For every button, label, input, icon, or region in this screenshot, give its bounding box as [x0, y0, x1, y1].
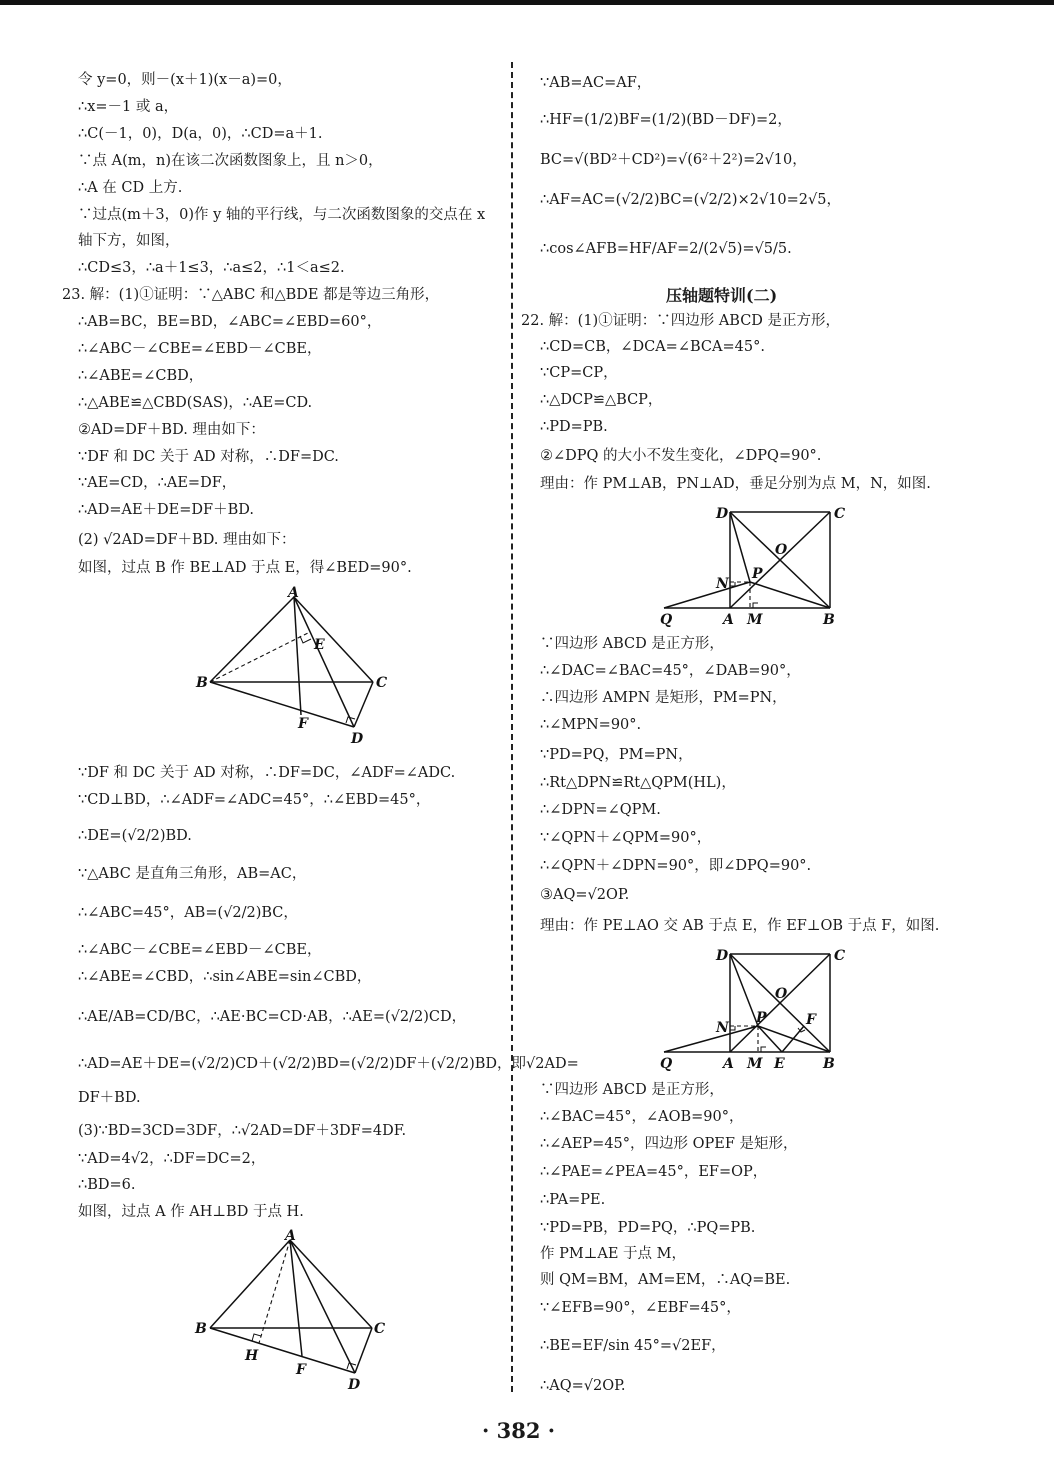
label-O: O: [775, 986, 788, 1002]
label-C: C: [834, 506, 846, 522]
text-line: 则 QM=BM，AM=EM，∴AQ=BE.: [540, 1272, 791, 1288]
label-D: D: [716, 506, 729, 522]
label-F: F: [296, 1362, 306, 1378]
label-D: D: [351, 731, 364, 747]
text-line: ∴BE=EF/sin 45°=√2EF，: [540, 1338, 726, 1354]
text-line: ②AD=DF＋BD. 理由如下：: [78, 422, 265, 438]
text-line: ∴CD=CB，∠DCA=∠BCA=45°.: [540, 339, 765, 355]
text-line: ∴cos∠AFB=HF/AF=2/(2√5)=√5/5.: [540, 241, 792, 257]
text-line: 理由：作 PE⊥AO 交 AB 于点 E，作 EF⊥OB 于点 F，如图.: [540, 918, 940, 934]
text-line: ∴∠DPN=∠QPM.: [540, 802, 661, 818]
figure-square-2: [660, 942, 860, 1072]
label-H: H: [245, 1348, 259, 1364]
label-B: B: [195, 1321, 207, 1337]
label-N: N: [716, 576, 729, 592]
text-line: ∵∠QPN＋∠QPM=90°，: [540, 830, 712, 846]
text-line: ∴△ABE≌△CBD(SAS)，∴AE=CD.: [78, 395, 313, 411]
text-line: 23. 解：(1)①证明：∵△ABC 和△BDE 都是等边三角形，: [62, 287, 440, 303]
text-line: ∴∠ABE=∠CBD，: [78, 368, 204, 384]
label-P: P: [756, 1010, 767, 1026]
text-line: ∴∠ABE=∠CBD，∴sin∠ABE=sin∠CBD，: [78, 969, 372, 985]
label-D: D: [348, 1377, 361, 1393]
label-M: M: [747, 1056, 763, 1072]
text-line: ∵△ABC 是直角三角形，AB=AC，: [78, 866, 307, 882]
text-line: ∴C(－1，0)，D(a，0)，∴CD=a＋1.: [78, 126, 323, 142]
text-line: ②∠DPQ 的大小不发生变化，∠DPQ=90°.: [540, 448, 822, 464]
text-line: ∴x=－1 或 a，: [78, 99, 179, 115]
label-A: A: [723, 1056, 734, 1072]
text-line: ∵PD=PB，PD=PQ，∴PQ=PB.: [540, 1220, 756, 1236]
text-line: 作 PM⊥AE 于点 M，: [540, 1246, 686, 1262]
text-line: 理由：作 PM⊥AB，PN⊥AD，垂足分别为点 M，N，如图.: [540, 476, 931, 492]
text-line: ∵DF 和 DC 关于 AD 对称，∴DF=DC，∠ADF=∠ADC.: [78, 765, 456, 781]
text-line: ∵AD=4√2，∴DF=DC=2，: [78, 1151, 266, 1167]
label-C: C: [834, 948, 846, 964]
text-line: ∵CD⊥BD，∴∠ADF=∠ADC=45°，∴∠EBD=45°，: [78, 792, 431, 808]
text-line: ∵AB=AC=AF，: [540, 75, 652, 91]
text-line: 22. 解：(1)①证明：∵四边形 ABCD 是正方形，: [521, 313, 841, 329]
figure-triangle-abcd-2: [190, 1228, 400, 1393]
top-border: [0, 0, 1054, 5]
label-E: E: [314, 637, 325, 653]
text-line: ∵过点(m＋3，0)作 y 轴的平行线，与二次函数图象的交点在 x: [78, 207, 486, 223]
text-line: 轴下方，如图，: [78, 233, 180, 249]
text-line: DF＋BD.: [78, 1090, 141, 1106]
text-line: ∴Rt△DPN≌Rt△QPM(HL)，: [540, 775, 736, 791]
label-P: P: [752, 566, 763, 582]
text-line: ∴PA=PE.: [540, 1192, 606, 1208]
text-line: ∴∠AEP=45°，四边形 OPEF 是矩形，: [540, 1136, 798, 1152]
label-O: O: [775, 542, 788, 558]
text-line: ∴HF=(1/2)BF=(1/2)(BD－DF)=2，: [540, 112, 792, 128]
text-line: ∵点 A(m，n)在该二次函数图象上，且 n＞0，: [78, 153, 383, 169]
text-line: ③AQ=√2OP.: [540, 887, 630, 903]
text-line: ∴A 在 CD 上方.: [78, 180, 183, 196]
text-line: 令 y=0，则－(x＋1)(x－a)=0，: [78, 72, 292, 88]
text-line: BC=√(BD²＋CD²)=√(6²＋2²)=2√10，: [540, 152, 807, 168]
text-line: ∴四边形 AMPN 是矩形，PM=PN，: [540, 690, 787, 706]
text-line: ∴∠QPN＋∠DPN=90°，即∠DPQ=90°.: [540, 858, 812, 874]
figure-triangle-abcd-1: [190, 585, 400, 750]
text-line: ∴∠MPN=90°.: [540, 717, 642, 733]
text-line: ∴AB=BC，BE=BD，∠ABC=∠EBD=60°，: [78, 314, 382, 330]
text-line: (2) √2AD=DF＋BD. 理由如下：: [78, 532, 296, 548]
column-divider: [511, 62, 513, 1392]
text-line: ∵AE=CD，∴AE=DF，: [78, 475, 237, 491]
label-B: B: [823, 1056, 835, 1072]
label-D: D: [716, 948, 729, 964]
label-N: N: [716, 1020, 729, 1036]
text-line: ∴∠BAC=45°，∠AOB=90°，: [540, 1109, 744, 1125]
text-line: ∴BD=6.: [78, 1177, 136, 1193]
label-F: F: [298, 716, 308, 732]
label-F: F: [806, 1012, 816, 1028]
text-line: ∴∠ABC－∠CBE=∠EBD－∠CBE，: [78, 942, 322, 958]
text-line: ∴∠PAE=∠PEA=45°，EF=OP，: [540, 1164, 768, 1180]
text-line: ∴AD=AE＋DE=(√2/2)CD＋(√2/2)BD=(√2/2)DF＋(√2/2)BD，即√2AD=: [78, 1056, 579, 1072]
label-A: A: [288, 585, 299, 601]
text-line: ∴DE=(√2/2)BD.: [78, 828, 192, 844]
label-M: M: [747, 612, 763, 628]
figure-square-1: [660, 500, 860, 630]
label-A: A: [723, 612, 734, 628]
text-line: ∴CD≤3，∴a＋1≤3，∴a≤2，∴1＜a≤2.: [78, 260, 345, 276]
text-line: ∵四边形 ABCD 是正方形，: [540, 636, 724, 652]
label-Q: Q: [660, 1056, 673, 1072]
label-C: C: [376, 675, 388, 691]
text-line: ∴PD=PB.: [540, 419, 608, 435]
label-B: B: [823, 612, 835, 628]
label-C: C: [374, 1321, 386, 1337]
text-line: 如图，过点 B 作 BE⊥AD 于点 E，得∠BED=90°.: [78, 560, 412, 576]
text-line: ∴AD=AE＋DE=DF＋BD.: [78, 502, 254, 518]
text-line: ∵CP=CP，: [540, 365, 618, 381]
label-B: B: [196, 675, 208, 691]
text-line: 如图，过点 A 作 AH⊥BD 于点 H.: [78, 1204, 304, 1220]
text-line: ∴AF=AC=(√2/2)BC=(√2/2)×2√10=2√5，: [540, 192, 841, 208]
page-number: · 382 ·: [482, 1418, 556, 1443]
text-line: ∴∠DAC=∠BAC=45°，∠DAB=90°，: [540, 663, 801, 679]
text-line: ∵PD=PQ，PM=PN，: [540, 747, 693, 763]
text-line: ∴∠ABC=45°，AB=(√2/2)BC，: [78, 905, 298, 921]
text-line: ∵∠EFB=90°，∠EBF=45°，: [540, 1300, 741, 1316]
text-line: ∴AQ=√2OP.: [540, 1378, 626, 1394]
text-line: ∵DF 和 DC 关于 AD 对称，∴DF=DC.: [78, 449, 339, 465]
text-line: ∴∠ABC－∠CBE=∠EBD－∠CBE，: [78, 341, 322, 357]
text-line: ∴AE/AB=CD/BC，∴AE·BC=CD·AB，∴AE=(√2/2)CD，: [78, 1009, 467, 1025]
label-A: A: [285, 1228, 296, 1244]
text-line: ∵四边形 ABCD 是正方形，: [540, 1082, 724, 1098]
text-line: (3)∵BD=3CD=3DF，∴√2AD=DF＋3DF=4DF.: [78, 1123, 407, 1139]
section-title: 压轴题特训(二): [666, 286, 778, 305]
label-E: E: [774, 1056, 785, 1072]
label-Q: Q: [660, 612, 673, 628]
text-line: ∴△DCP≌△BCP，: [540, 392, 663, 408]
